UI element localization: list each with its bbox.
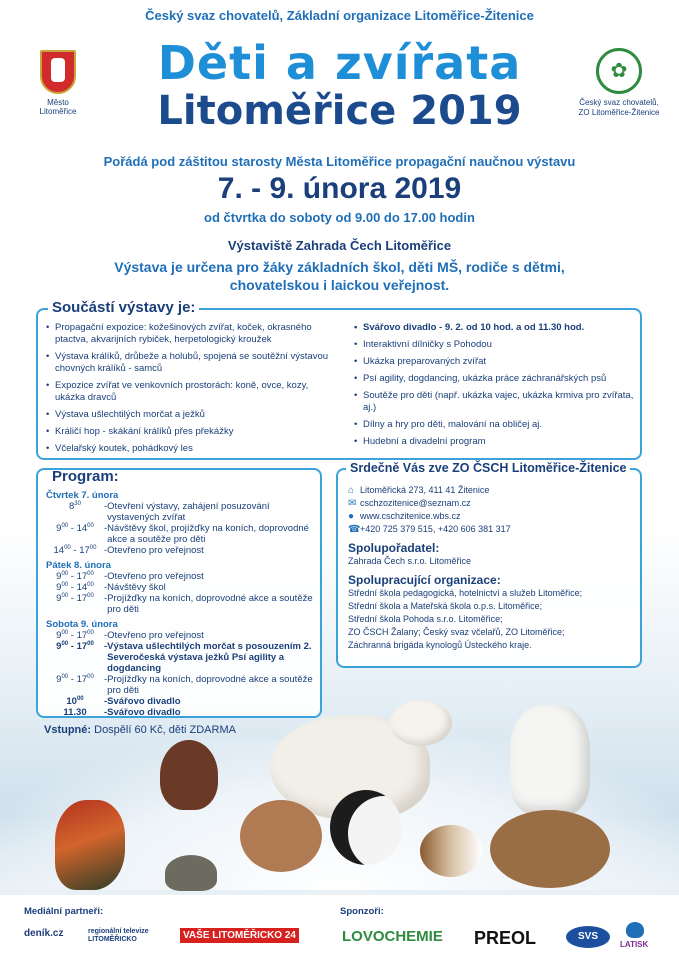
address-row bbox=[348, 484, 638, 497]
rooster-image bbox=[55, 800, 125, 890]
time-start-minutes: 00 bbox=[61, 581, 69, 588]
program-box bbox=[36, 468, 322, 718]
web-row bbox=[348, 510, 638, 523]
time-start-minutes: 00 bbox=[61, 629, 69, 636]
program-row: $9^{00} - 17^{00}$ - Otevřeno pro veřejnost bbox=[46, 571, 320, 582]
invitation-title: Srdečně Vás zve ZO ČSCH Litoměřice-Žitenice bbox=[346, 461, 630, 475]
program-row: $10^{00}$ - Svářovo divadlo bbox=[46, 696, 320, 707]
time-start-hour: 14 bbox=[53, 545, 65, 556]
program-time: $9^{00} - 17^{00}$ bbox=[56, 592, 94, 604]
time-end-minutes: 00 bbox=[87, 673, 94, 680]
program-description: Návštěvy škol, projížďky na koních, doprovodné akce a soutěže pro děti bbox=[107, 523, 309, 545]
program-description: Otevření výstavy, zahájení posuzování vystavených zvířat bbox=[107, 501, 270, 523]
list-item: • Expozice zvířat ve venkovních prostorách: koně, ovce, kozy, ukázka dravců bbox=[46, 380, 336, 404]
time-end-hour: 17 bbox=[76, 571, 88, 582]
time-start-hour: 11.30 bbox=[63, 707, 87, 718]
admission-text: Dospělí 60 Kč, děti ZDARMA bbox=[91, 724, 236, 736]
time-start-minutes: 30 bbox=[74, 500, 81, 507]
time-start-hour: 9 bbox=[56, 571, 62, 582]
partner-item: Střední škola pedagogická, hotelnictví a služeb Litoměřice; bbox=[348, 588, 583, 598]
time-start-hour: 9 bbox=[56, 593, 62, 604]
list-item: • Výstava králíků, drůbeže a holubů, spojená se soutěžní výstavou chovných králíků - samců bbox=[46, 351, 336, 375]
email-row bbox=[348, 497, 638, 510]
partner-item: Záchranná brigáda kynologů Ústeckého kraje. bbox=[348, 640, 532, 650]
list-item: • Svářovo divadlo - 9. 2. od 10 hod. a od 11.30 hod. bbox=[354, 322, 634, 334]
coorganizer-title: Spolupořadatel: bbox=[348, 541, 440, 555]
pigeon-image bbox=[160, 740, 218, 810]
preol-logo: PREOL bbox=[474, 928, 537, 948]
program-row: $9^{00} - 14^{00}$ - Návštěvy škol, projížďky na koních, doprovodné akce a soutěže pro děti bbox=[46, 523, 320, 545]
program-row: $9^{00} - 17^{00}$ - Výstava ušlechtilých morčat s posouzením 2. Severočeská výstava ježků Psí agility a dogdancing bbox=[46, 641, 320, 674]
city-logo bbox=[28, 50, 88, 116]
time-start-minutes: 00 bbox=[64, 544, 71, 551]
time-start-hour: 9 bbox=[56, 523, 62, 534]
program-time: $9^{00} - 14^{00}$ bbox=[56, 522, 94, 534]
sponsors-title: Sponzoři: bbox=[340, 906, 384, 917]
brown-rabbit-image bbox=[240, 800, 322, 872]
latisk-chameleon-icon bbox=[626, 922, 644, 938]
partner-item: Střední škola a Mateřská škola o.p.s. Litoměřice; bbox=[348, 601, 543, 611]
list-item: • Soutěže pro děti (např. ukázka vajec, ukázka krmiva pro zvířata, aj.) bbox=[354, 390, 634, 414]
denik-logo: deník.cz bbox=[24, 928, 64, 939]
time-end-minutes: 00 bbox=[87, 570, 94, 577]
components-title: Součástí výstavy je: bbox=[48, 299, 199, 316]
goat-image bbox=[510, 705, 590, 815]
organizer-line: Český svaz chovatelů, Základní organizace Litoměřice-Žitenice bbox=[145, 8, 534, 23]
subtitle: Pořádá pod záštitou starosty Města Litoměřice propagační naučnou výstavu bbox=[103, 154, 576, 169]
latisk-logo: LATISK bbox=[620, 940, 649, 949]
sheep-head-image bbox=[390, 700, 452, 746]
email-link[interactable]: cschzozitenice@seznam.cz bbox=[360, 498, 471, 508]
program-description: Projížďky na koních, doprovodné akce a soutěže pro děti bbox=[107, 674, 313, 696]
guinea-pig-image bbox=[420, 825, 482, 877]
list-item: • Včelařský koutek, pohádkový les bbox=[46, 443, 336, 455]
time-end-minutes: 00 bbox=[87, 581, 94, 588]
globe-icon: ● bbox=[348, 511, 355, 522]
time-end-hour: 17 bbox=[76, 641, 88, 652]
partner-item: Střední škola Pohoda s.r.o. Litoměřice; bbox=[348, 614, 503, 624]
phone-text: +420 725 379 515, +420 606 381 317 bbox=[360, 524, 511, 534]
admission bbox=[44, 724, 236, 736]
program-description: Návštěvy škol bbox=[107, 582, 166, 593]
envelope-icon: ✉ bbox=[348, 498, 357, 509]
program-row: $9^{00} - 17^{00}$ - Projížďky na koních, doprovodné akce a soutěže pro děti bbox=[46, 593, 320, 615]
program-description: Svářovo divadlo bbox=[107, 707, 181, 718]
venue: Výstaviště Zahrada Čech Litoměřice bbox=[227, 238, 452, 253]
partners-title: Spolupracující organizace: bbox=[348, 573, 501, 587]
admission-label: Vstupné: bbox=[44, 724, 92, 736]
time-end-hour: 14 bbox=[76, 582, 88, 593]
time-start-minutes: 00 bbox=[61, 673, 69, 680]
time-end-minutes: 00 bbox=[87, 592, 94, 599]
components-right-column bbox=[354, 322, 634, 453]
list-item: • Králičí hop - skákání králíků přes překážky bbox=[46, 426, 336, 438]
program-row: $9^{00} - 17^{00}$ - Projížďky na koních, doprovodné akce a soutěže pro děti bbox=[46, 674, 320, 696]
time-start-minutes: 00 bbox=[61, 522, 69, 529]
time-end-minutes: 00 bbox=[87, 629, 94, 636]
list-item: • Hudební a divadelní program bbox=[354, 436, 634, 448]
program-row: 11.30 - Svářovo divadlo bbox=[46, 707, 320, 718]
vase-litomericko-logo: VAŠE LITOMĚŘICKO 24 bbox=[180, 928, 299, 943]
time-end-hour: 17 bbox=[76, 593, 88, 604]
city-logo-caption: Město Litoměřice bbox=[39, 98, 77, 116]
time-start-minutes: 00 bbox=[76, 695, 84, 702]
program-time bbox=[46, 707, 104, 718]
title-line-2: Litoměřice 2019 bbox=[157, 88, 522, 134]
program-row: $8^{30}$ - Otevření výstavy, zahájení posuzování vystavených zvířat bbox=[46, 501, 320, 523]
program-time bbox=[46, 501, 104, 523]
program-time: $9^{00} - 17^{00}$ bbox=[56, 673, 94, 685]
time-start-minutes: 00 bbox=[61, 592, 69, 599]
rabbit-emblem-icon: ✿ bbox=[596, 48, 642, 94]
program-time: $9^{00} - 17^{00}$ bbox=[56, 640, 94, 652]
club-logo-caption-2: ZO Litoměřice-Žitenice bbox=[578, 108, 660, 117]
program-day-title: Pátek 8. února bbox=[46, 560, 111, 571]
address-text: Litoměřická 273, 411 41 Žitenice bbox=[360, 485, 490, 495]
audience-note: Výstava je určena pro žáky základních škol, děti MŠ, rodiče s dětmi, chovatelskou i laickou veřejnost. bbox=[114, 259, 565, 293]
svs-logo: SVS bbox=[566, 926, 610, 948]
program-row: $14^{00} - 17^{00}$ - Otevřeno pro veřejnost bbox=[46, 545, 320, 556]
city-coat-of-arms-icon bbox=[40, 50, 76, 94]
program-day-title: Sobota 9. února bbox=[46, 619, 118, 630]
home-icon: ⌂ bbox=[348, 485, 355, 496]
list-item: • Psí agility, dogdancing, ukázka práce záchranářských psů bbox=[354, 373, 634, 385]
lop-rabbit-image bbox=[490, 810, 610, 888]
event-date: 7. - 9. února 2019 bbox=[217, 172, 462, 205]
web-link[interactable]: www.cschzitenice.wbs.cz bbox=[360, 511, 461, 521]
program-time: $9^{00} - 17^{00}$ bbox=[56, 570, 94, 582]
time-end-hour: 17 bbox=[79, 545, 90, 556]
phone-row bbox=[348, 523, 638, 536]
club-logo-caption-1: Český svaz chovatelů, bbox=[579, 98, 659, 107]
program-row: $9^{00} - 14^{00}$ - Návštěvy škol bbox=[46, 582, 320, 593]
program-description: Výstava ušlechtilých morčat s posouzením 2. Severočeská výstava ježků Psí agility a dogdancing bbox=[107, 641, 312, 674]
program-time: $14^{00} - 17^{00}$ bbox=[53, 544, 97, 556]
lovochemie-logo: LOVOCHEMIE bbox=[342, 928, 443, 945]
time-end-minutes: 00 bbox=[87, 522, 94, 529]
time-start-hour: 8 bbox=[69, 501, 75, 512]
phone-icon: ☎ bbox=[348, 524, 361, 535]
exhibition-components-box bbox=[36, 299, 642, 460]
time-start-hour: 10 bbox=[66, 696, 77, 707]
time-end-hour: 14 bbox=[76, 523, 88, 534]
components-left-column bbox=[46, 322, 336, 460]
black-white-rabbit-image bbox=[330, 790, 402, 865]
program-schedule bbox=[46, 486, 320, 718]
time-start-minutes: 00 bbox=[61, 640, 69, 647]
title-line-1: Děti a zvířata bbox=[157, 36, 522, 90]
coorganizer-text: Zahrada Čech s.r.o. Litoměřice bbox=[348, 556, 472, 566]
program-day-title: Čtvrtek 7. února bbox=[46, 490, 119, 501]
time-start-minutes: 00 bbox=[61, 570, 69, 577]
program-time bbox=[46, 696, 104, 707]
program-time: $9^{00} - 14^{00}$ bbox=[56, 581, 94, 593]
contact-block bbox=[348, 484, 638, 652]
program-description: Svářovo divadlo bbox=[107, 696, 181, 707]
time-start-hour: 9 bbox=[56, 641, 62, 652]
program-description: Otevřeno pro veřejnost bbox=[107, 571, 204, 582]
list-item: • Interaktivní dílničky s Pohodou bbox=[354, 339, 634, 351]
time-start-hour: 9 bbox=[56, 674, 62, 685]
program-time: $9^{00} - 17^{00}$ bbox=[56, 629, 94, 641]
media-partners-title: Mediální partneři: bbox=[24, 906, 104, 917]
list-item: • Propagační expozice: kožešinových zvířat, koček, okrasného ptactva, akvarijních rybiček, herpetologický kroužek bbox=[46, 322, 336, 346]
time-end-hour: 17 bbox=[76, 630, 88, 641]
program-title: Program: bbox=[52, 468, 119, 485]
time-start-hour: 9 bbox=[56, 630, 62, 641]
program-description: Otevřeno pro veřejnost bbox=[107, 630, 204, 641]
club-logo bbox=[574, 48, 664, 118]
program-description: Projížďky na koních, doprovodné akce a soutěže pro děti bbox=[107, 593, 313, 615]
hedgehog-image bbox=[165, 855, 217, 891]
partner-item: ZO ČSCH Žalany; Český svaz včelařů, ZO Litoměřice; bbox=[348, 627, 565, 637]
opening-hours: od čtvrtka do soboty od 9.00 do 17.00 hodin bbox=[204, 210, 475, 225]
program-description: Otevřeno pro veřejnost bbox=[107, 545, 204, 556]
time-end-minutes: 00 bbox=[89, 544, 97, 551]
program-row: $9^{00} - 17^{00}$ - Otevřeno pro veřejnost bbox=[46, 630, 320, 641]
list-item: • Výstava ušlechtilých morčat a ježků bbox=[46, 409, 336, 421]
list-item: • Ukázka preparovaných zvířat bbox=[354, 356, 634, 368]
invitation-box bbox=[336, 461, 642, 668]
time-start-hour: 9 bbox=[56, 582, 62, 593]
list-item: • Dílny a hry pro děti, malování na obličej aj. bbox=[354, 419, 634, 431]
time-end-hour: 17 bbox=[76, 674, 88, 685]
time-end-minutes: 00 bbox=[87, 640, 94, 647]
regional-tv-logo: regionální televize LITOMĚŘICKO bbox=[88, 928, 149, 943]
